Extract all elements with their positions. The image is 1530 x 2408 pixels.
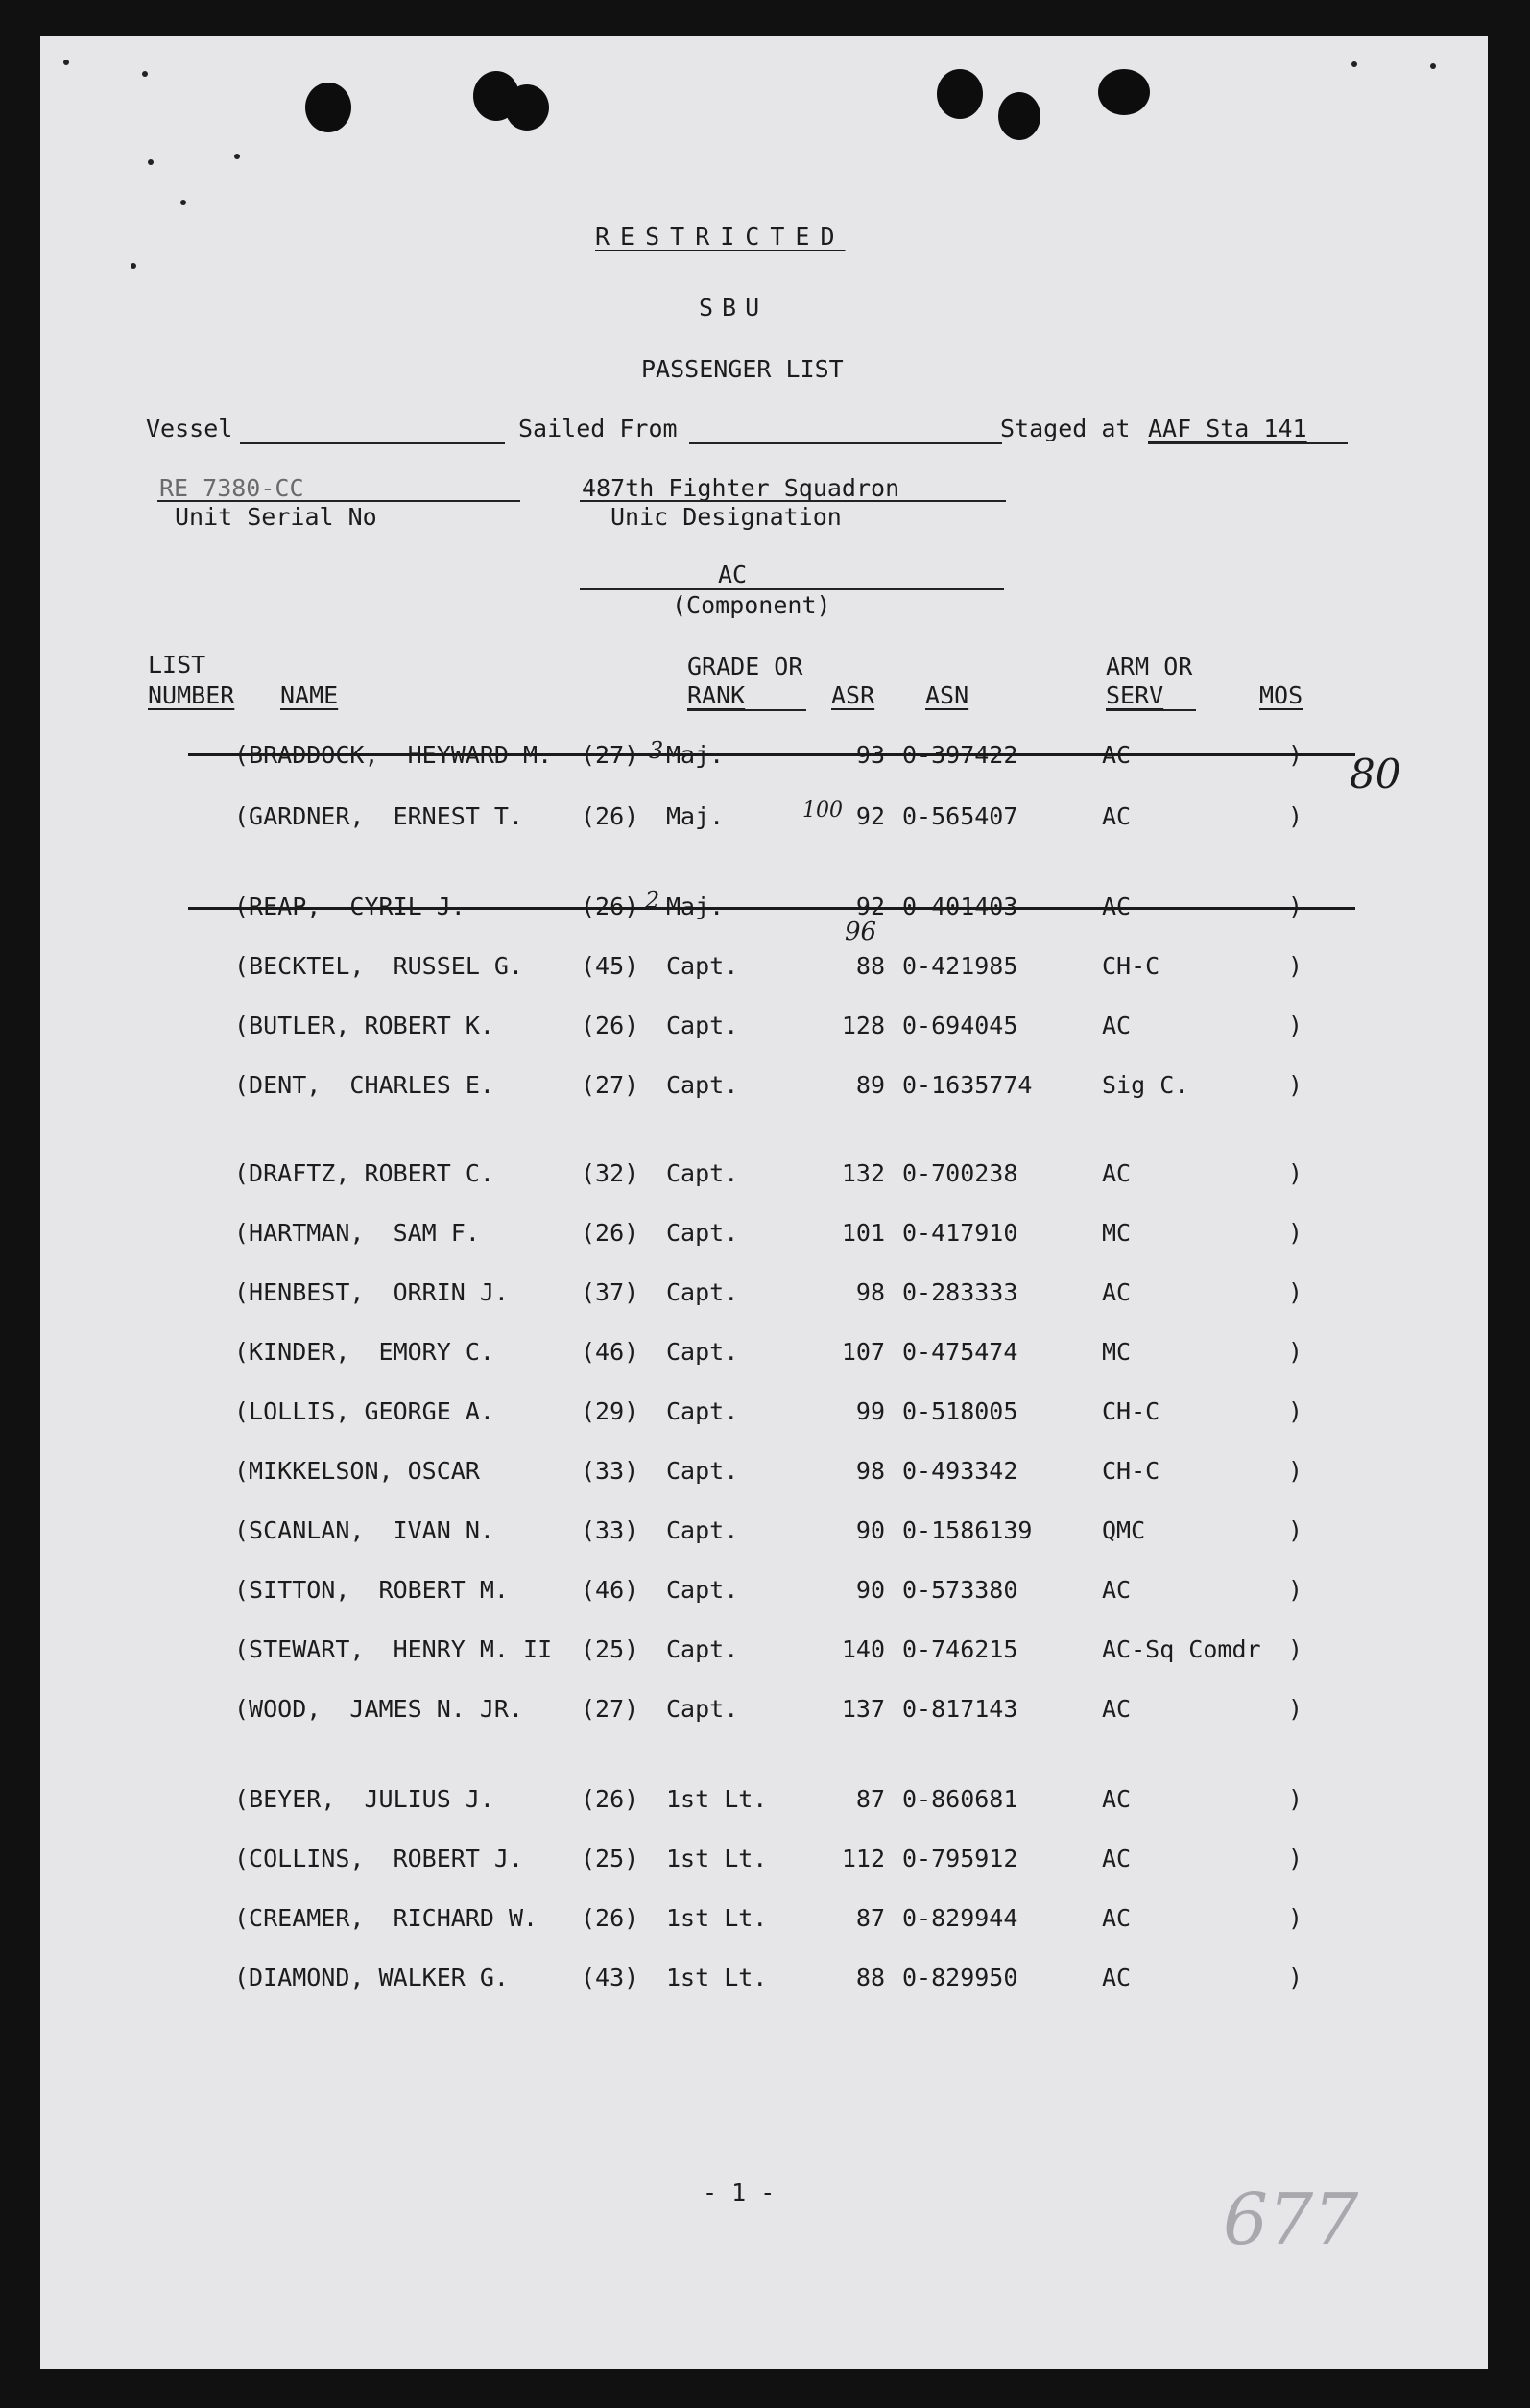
speck [234,154,240,159]
passenger-asr: 92 [855,802,885,830]
passenger-age: (26) [581,1012,639,1039]
passenger-mos: ) [1288,1071,1303,1099]
list-title: PASSENGER LIST [641,355,844,383]
passenger-asn: 0-860681 [902,1785,1018,1813]
passenger-asn: 0-565407 [902,802,1018,830]
passenger-name: (HARTMAN, SAM F. [234,1219,480,1247]
passenger-arm-service: CH-C [1102,1457,1160,1485]
passenger-arm-service: AC [1102,893,1132,920]
speck [1351,61,1357,67]
passenger-grade: Capt. [666,1397,739,1425]
passenger-asr: 101 [841,1219,885,1247]
punch-hole [1098,69,1150,115]
passenger-grade: Maj. [666,741,725,769]
passenger-name: (SCANLAN, IVAN N. [234,1516,494,1544]
passenger-mos: ) [1288,952,1303,980]
passenger-asr: 112 [841,1845,885,1872]
passenger-asr: 90 [855,1516,885,1544]
passenger-age: (32) [581,1159,639,1187]
passenger-arm-service: AC [1102,802,1132,830]
passenger-name: (MIKKELSON, OSCAR [234,1457,480,1485]
passenger-asn: 0-283333 [902,1278,1018,1306]
passenger-asr: 90 [855,1576,885,1604]
passenger-age: (33) [581,1457,639,1485]
document-page [40,36,1488,2369]
passenger-name: (BEYER, JULIUS J. [234,1785,494,1813]
passenger-mos: ) [1288,1219,1303,1247]
passenger-mos: ) [1288,1845,1303,1872]
strike-through-line [188,753,1355,756]
passenger-name: (HENBEST, ORRIN J. [234,1278,509,1306]
speck [148,159,154,165]
passenger-grade: 1st Lt. [666,1785,768,1813]
passenger-grade: 1st Lt. [666,1964,768,1991]
classification-heading: RESTRICTED [595,223,846,250]
table-row [0,1633,1530,1666]
passenger-grade: Capt. [666,1457,739,1485]
table-row [0,1902,1530,1935]
passenger-asn: 0-795912 [902,1845,1018,1872]
vessel-field-line [240,442,505,444]
arm-header: ARM OR [1106,653,1193,680]
passenger-arm-service: AC [1102,1964,1132,1991]
passenger-age: (33) [581,1516,639,1544]
sailed-from-label: Sailed From [518,415,678,442]
unit-designation-value: 487th Fighter Squadron [582,474,900,502]
passenger-mos: ) [1288,1457,1303,1485]
passenger-arm-service: QMC [1102,1516,1146,1544]
passenger-asn: 0-829950 [902,1964,1018,1991]
passenger-mos: ) [1288,1159,1303,1187]
passenger-name: (SITTON, ROBERT M. [234,1576,509,1604]
speck [180,200,186,205]
passenger-name: (STEWART, HENRY M. II [234,1635,553,1663]
passenger-age: (26) [581,1785,639,1813]
passenger-age: (26) [581,1219,639,1247]
passenger-age: (27) [581,741,639,769]
passenger-grade: Capt. [666,1219,739,1247]
passenger-grade: Capt. [666,1278,739,1306]
table-row [0,950,1530,983]
page-number: - 1 - [703,2179,776,2206]
table-row [0,1574,1530,1607]
asn-header: ASN [925,681,969,709]
passenger-arm-service: AC [1102,1785,1132,1813]
name-header: NAME [280,681,339,709]
staged-at-value: AAF Sta 141 [1148,415,1307,442]
list-number-header: NUMBER [148,681,235,709]
passenger-arm-service: AC [1102,1012,1132,1039]
passenger-name: (COLLINS, ROBERT J. [234,1845,524,1872]
arm-header: SERV [1106,681,1164,709]
passenger-asr: 93 [855,741,885,769]
table-row [0,1843,1530,1875]
passenger-grade: Maj. [666,802,725,830]
passenger-grade: Capt. [666,1338,739,1366]
passenger-age: (25) [581,1635,639,1663]
handwritten-margin-total: 80 [1350,751,1401,798]
sailed-from-field-line [689,442,1002,444]
passenger-grade: Capt. [666,952,739,980]
passenger-arm-service: Sig C. [1102,1071,1189,1099]
passenger-asn: 0-829944 [902,1904,1018,1932]
passenger-age: (27) [581,1695,639,1723]
passenger-age: (26) [581,1904,639,1932]
passenger-grade: Capt. [666,1012,739,1039]
passenger-arm-service: AC [1102,1845,1132,1872]
passenger-grade: Maj. [666,893,725,920]
passenger-arm-service: AC-Sq Comdr [1102,1635,1261,1663]
table-row [0,1069,1530,1102]
table-row [0,1157,1530,1190]
passenger-mos: ) [1288,1695,1303,1723]
passenger-asr: 99 [855,1397,885,1425]
passenger-asn: 0-475474 [902,1338,1018,1366]
table-row [0,1514,1530,1547]
vessel-label: Vessel [146,415,233,442]
passenger-arm-service: CH-C [1102,952,1160,980]
passenger-age: (26) [581,893,639,920]
passenger-name: (BRADDOCK, HEYWARD M. [234,741,553,769]
handwritten-asr-note: 96 [845,918,877,946]
speck [63,60,69,65]
passenger-grade: 1st Lt. [666,1904,768,1932]
passenger-age: (46) [581,1576,639,1604]
table-row [0,800,1530,833]
passenger-mos: ) [1288,1964,1303,1991]
passenger-name: (WOOD, JAMES N. JR. [234,1695,524,1723]
table-row [0,1276,1530,1309]
passenger-asr: 87 [855,1785,885,1813]
passenger-grade: Capt. [666,1576,739,1604]
passenger-name: (GARDNER, ERNEST T. [234,802,524,830]
component-value: AC [718,560,748,588]
passenger-mos: ) [1288,1576,1303,1604]
passenger-asn: 0-1586139 [902,1516,1033,1544]
passenger-asn: 0-417910 [902,1219,1018,1247]
passenger-name: (DENT, CHARLES E. [234,1071,494,1099]
unit-serial-field-line [157,500,520,502]
passenger-arm-service: AC [1102,1576,1132,1604]
unit-designation-label: Unic Designation [610,503,842,531]
passenger-mos: ) [1288,1397,1303,1425]
passenger-mos: ) [1288,1338,1303,1366]
grade-header: GRADE OR [687,653,803,680]
speck [142,71,148,77]
passenger-grade: 1st Lt. [666,1845,768,1872]
passenger-asr: 89 [855,1071,885,1099]
passenger-mos: ) [1288,802,1303,830]
punch-hole [505,84,549,131]
grade-header: RANK [687,681,746,709]
passenger-mos: ) [1288,741,1303,769]
passenger-grade: Capt. [666,1695,739,1723]
table-row [0,1783,1530,1816]
passenger-age: (37) [581,1278,639,1306]
passenger-asr: 98 [855,1457,885,1485]
passenger-arm-service: CH-C [1102,1397,1160,1425]
passenger-asn: 0-518005 [902,1397,1018,1425]
passenger-asn: 0-421985 [902,952,1018,980]
passenger-asr: 140 [841,1635,885,1663]
passenger-asr: 87 [855,1904,885,1932]
speck [131,263,136,269]
grade-header-line [687,709,806,711]
passenger-mos: ) [1288,1278,1303,1306]
passenger-grade: Capt. [666,1071,739,1099]
passenger-age: (25) [581,1845,639,1872]
unit-serial-label: Unit Serial No [175,503,377,531]
passenger-name: (DIAMOND, WALKER G. [234,1964,509,1991]
passenger-asr: 137 [841,1695,885,1723]
handwritten-page-stamp: 677 [1223,2179,1359,2261]
passenger-age: (27) [581,1071,639,1099]
punch-hole [998,92,1040,140]
passenger-arm-service: MC [1102,1219,1132,1247]
passenger-mos: ) [1288,893,1303,920]
passenger-asr: 98 [855,1278,885,1306]
table-row [0,1693,1530,1726]
passenger-arm-service: AC [1102,1159,1132,1187]
passenger-asn: 0-397422 [902,741,1018,769]
handwritten-asr-note: 100 [802,799,843,823]
table-row [0,1395,1530,1428]
passenger-grade: Capt. [666,1516,739,1544]
passenger-grade: Capt. [666,1159,739,1187]
asr-header: ASR [831,681,875,709]
passenger-arm-service: AC [1102,1278,1132,1306]
sbu-marking: SBU [699,294,769,322]
passenger-arm-service: AC [1102,1904,1132,1932]
passenger-asn: 0-817143 [902,1695,1018,1723]
table-row [0,1455,1530,1488]
passenger-asn: 0-493342 [902,1457,1018,1485]
arm-header-line [1106,709,1196,711]
passenger-asn: 0-746215 [902,1635,1018,1663]
mos-header: MOS [1259,681,1303,709]
punch-hole [305,83,351,132]
table-row [0,1962,1530,1994]
table-row [0,1217,1530,1250]
component-field-line [580,588,1004,590]
passenger-asr: 107 [841,1338,885,1366]
passenger-age: (26) [581,802,639,830]
passenger-asr: 88 [855,952,885,980]
passenger-name: (BUTLER, ROBERT K. [234,1012,494,1039]
handwritten-age-note: 2 [645,887,660,914]
passenger-age: (46) [581,1338,639,1366]
passenger-arm-service: MC [1102,1338,1132,1366]
unit-serial-value: RE 7380-CC [159,474,304,502]
passenger-age: (45) [581,952,639,980]
passenger-name: (BECKTEL, RUSSEL G. [234,952,524,980]
passenger-mos: ) [1288,1635,1303,1663]
passenger-name: (DRAFTZ, ROBERT C. [234,1159,494,1187]
staged-at-label: Staged at [1000,415,1131,442]
passenger-asn: 0-573380 [902,1576,1018,1604]
passenger-arm-service: AC [1102,1695,1132,1723]
passenger-name: (LOLLIS, GEORGE A. [234,1397,494,1425]
passenger-mos: ) [1288,1516,1303,1544]
passenger-asn: 0-1635774 [902,1071,1033,1099]
punch-hole [937,69,983,119]
passenger-grade: Capt. [666,1635,739,1663]
passenger-asn: 0-694045 [902,1012,1018,1039]
passenger-asr: 132 [841,1159,885,1187]
speck [1430,63,1436,69]
passenger-mos: ) [1288,1012,1303,1039]
passenger-asr: 88 [855,1964,885,1991]
unit-designation-field-line [580,500,1006,502]
passenger-asr: 128 [841,1012,885,1039]
passenger-arm-service: AC [1102,741,1132,769]
passenger-mos: ) [1288,1785,1303,1813]
component-label: (Component) [672,591,831,619]
list-number-header: LIST [148,651,206,679]
passenger-name: (CREAMER, RICHARD W. [234,1904,538,1932]
passenger-mos: ) [1288,1904,1303,1932]
passenger-asn: 0-401403 [902,893,1018,920]
table-row [0,1010,1530,1042]
passenger-name: (REAP, CYRIL J. [234,893,466,920]
table-row [0,1336,1530,1369]
handwritten-age-note: 3 [649,737,664,764]
passenger-name: (KINDER, EMORY C. [234,1338,494,1366]
staged-at-field-line [1148,442,1348,444]
passenger-age: (29) [581,1397,639,1425]
passenger-age: (43) [581,1964,639,1991]
strike-through-line [188,907,1355,910]
passenger-asn: 0-700238 [902,1159,1018,1187]
passenger-asr: 92 [855,893,885,920]
